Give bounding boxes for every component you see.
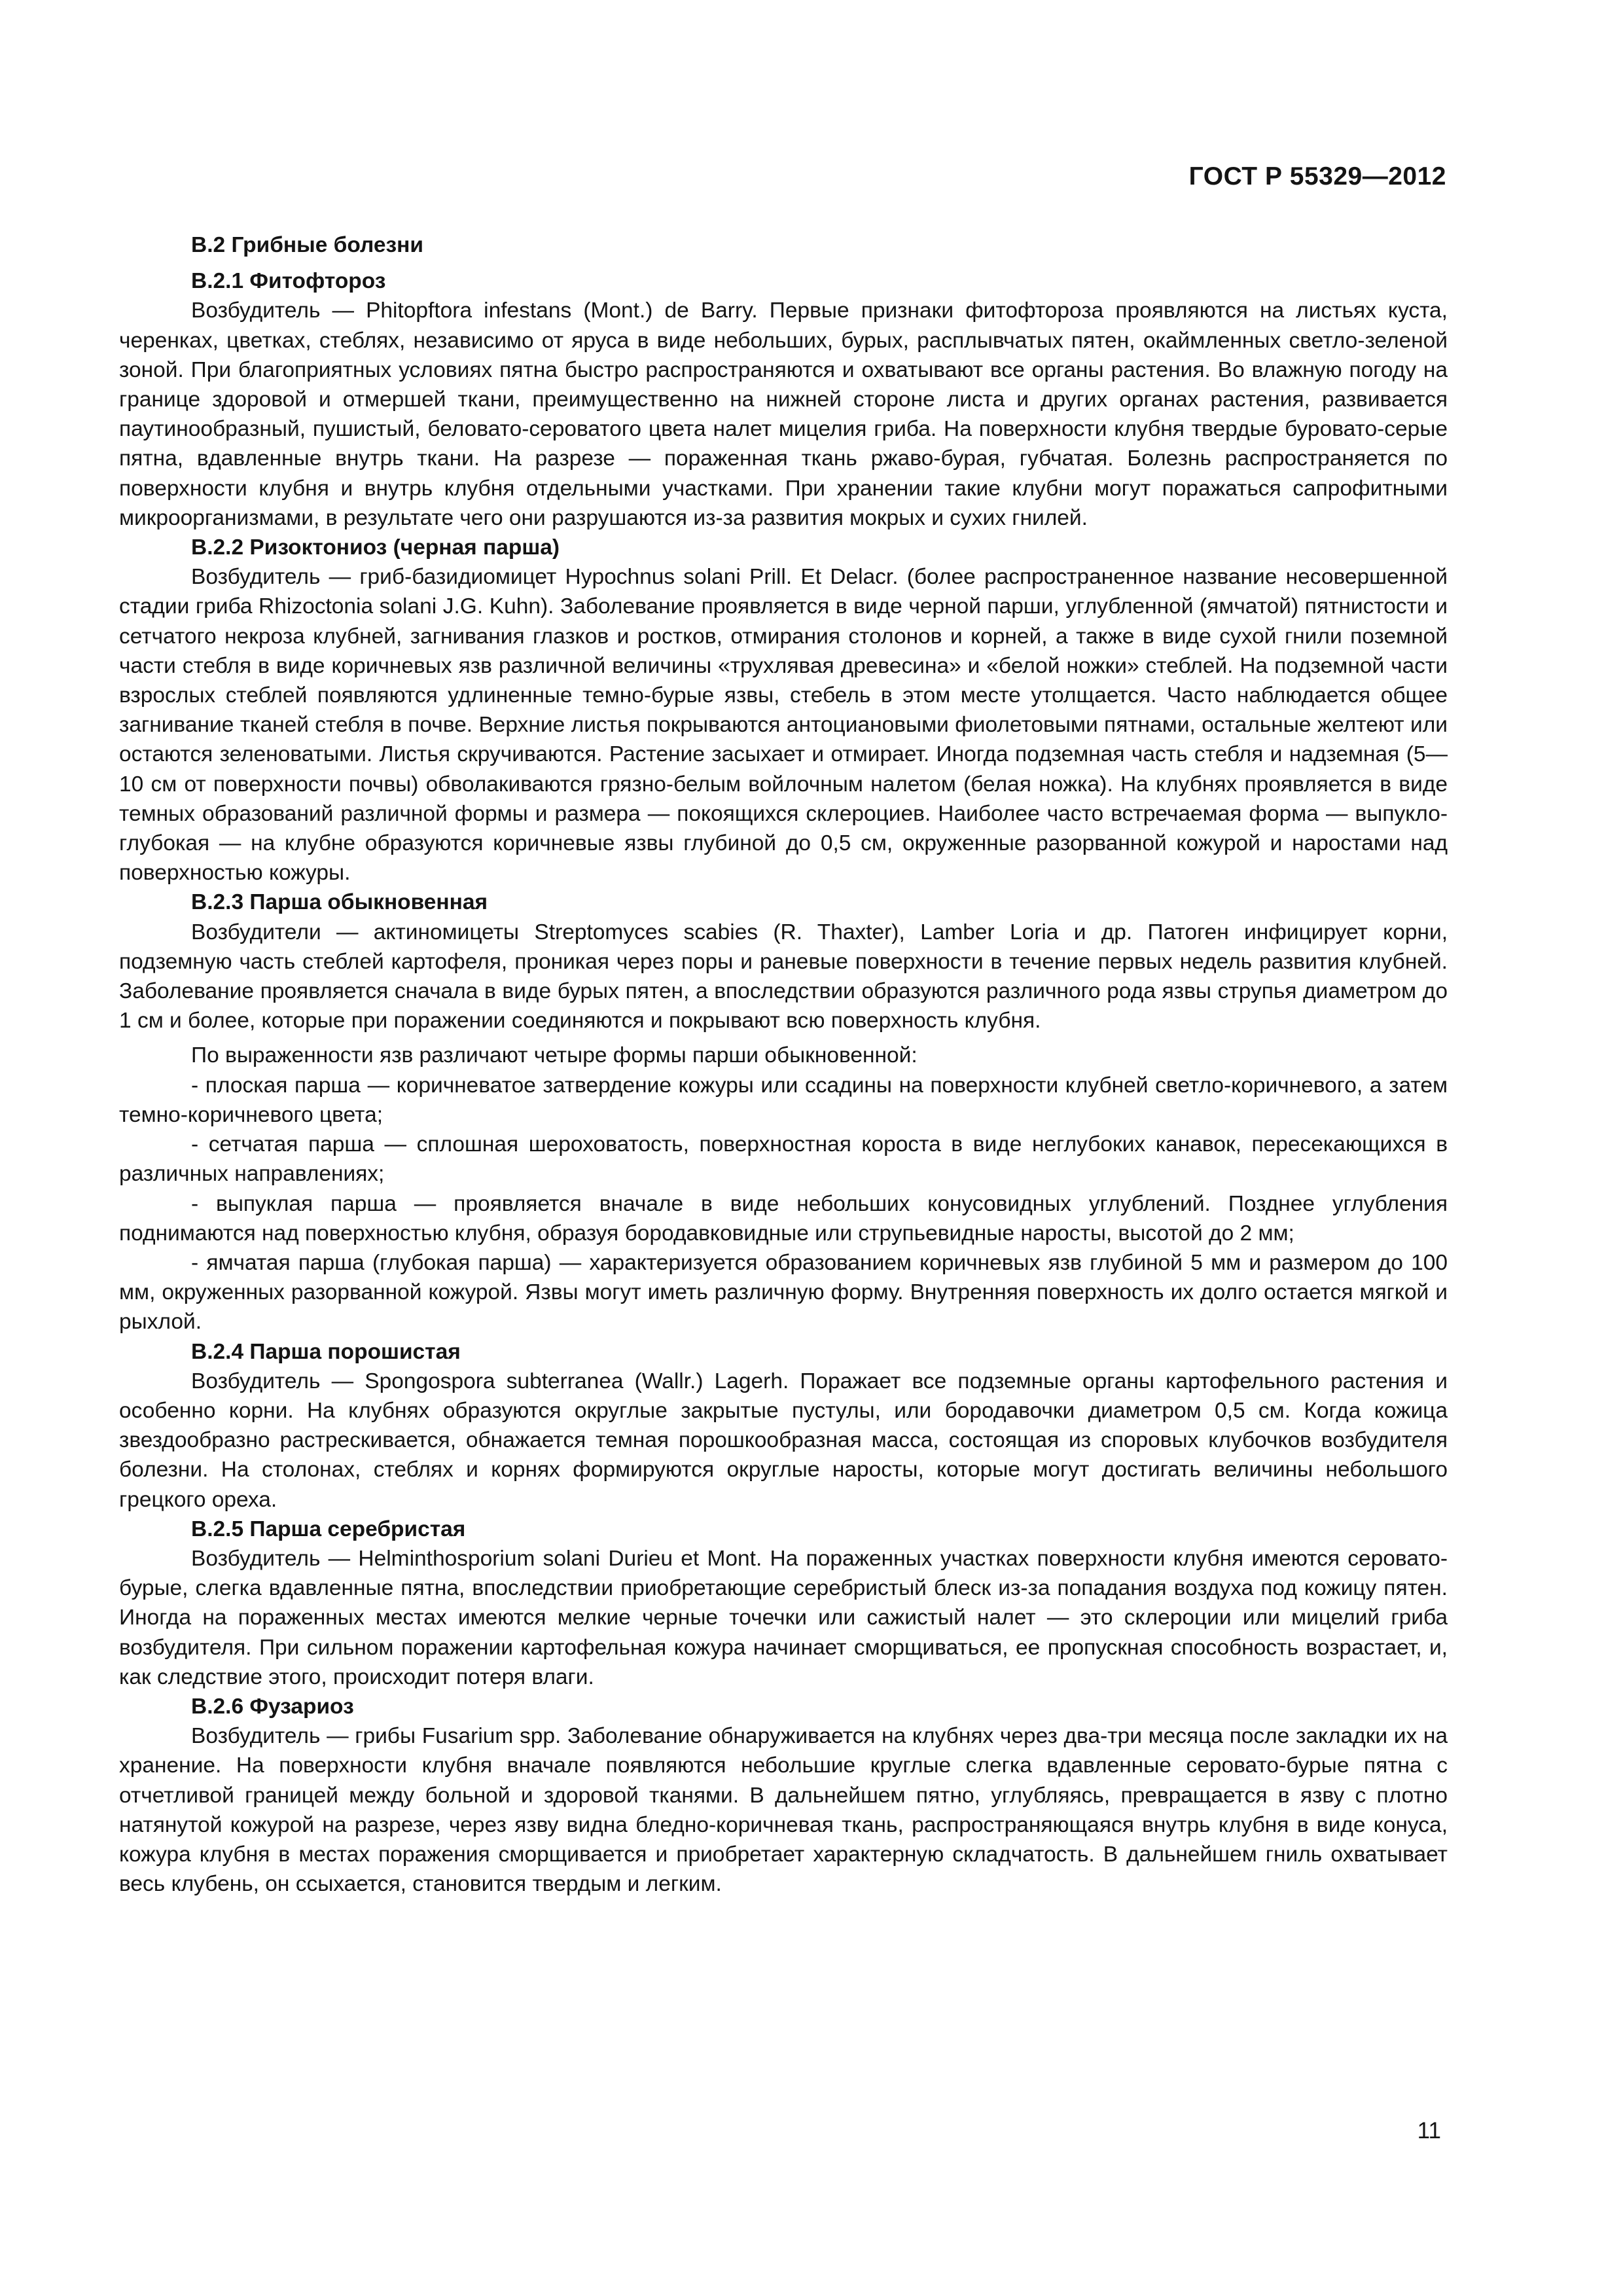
subsection-heading: В.2.3 Парша обыкновенная xyxy=(191,890,488,915)
paragraph: По выраженности язв различают четыре формы парши обыкновенной: xyxy=(191,1043,918,1068)
paragraph: Возбудитель — Spongospora subterranea (Wallr.) Lagerh. Поражает все подземные органы картофельного растения и особенно корни. На клубнях образуются округлые закрытые пустулы, или бородавочки диаметром 0,5 см. Когда кожица звездообразно растрескивается, обнажается темная порошкообразная масса, состоящая из споровых клубочков возбудителя болезни. На столонах, стеблях и корнях формируются округлые наросты, которые могут достигать величины небольшого грецкого ореха. xyxy=(119,1369,1448,1512)
paragraph: Возбудитель — грибы Fusarium spp. Заболевание обнаруживается на клубнях через два-три месяца после закладки их на хранение. На поверхности клубня вначале появляются небольшие круглые слегка вдавленные серовато-бурые пятна с отчетливой границей между больной и здоровой тканями. В дальнейшем пятно, углубляясь, превращается в язву с плотно натянутой кожурой на разрезе, через язву видна бледно-коричневая ткань, распространяющаяся внутрь клубня в виде конуса, кожура клубня в местах поражения сморщивается и приобретает характерную складчатость. В дальнейшем гниль охватывает весь клубень, он ссыхается, становится твердым и легким. xyxy=(119,1724,1448,1897)
list-item: - выпуклая парша — проявляется вначале в виде небольших конусовидных углублений. Позднее углубления поднимаются над поверхностью клубня, образуя бородавковидные или струпьевидные наросты, высотой до 2 мм; xyxy=(119,1191,1448,1246)
subsection-heading: В.2.1 Фитофтороз xyxy=(191,269,386,294)
paragraph: Возбудители — актиномицеты Streptomyces scabies (R. Thaxter), Lamber Loria и др. Патоген инфицирует корни, подземную часть стеблей картофеля, проникая через поры и раневые поверхности в течение первых недель развития клубней. Заболевание проявляется сначала в виде бурых пятен, а впоследствии образуются различного рода язвы струпья диаметром до 1 см и более, которые при поражении соединяются и покрывают всю поверхность клубня. xyxy=(119,920,1448,1033)
list-item: - плоская парша — коричневатое затвердение кожуры или ссадины на поверхности клубней светло-коричневого, а затем темно-коричневого цвета; xyxy=(119,1073,1448,1127)
document-body xyxy=(119,230,1448,1899)
list-item: - ямчатая парша (глубокая парша) — характеризуется образованием коричневых язв глубиной 5 мм и размером до 100 мм, окруженных разорванной кожурой. Язвы могут иметь различную форму. Внутренняя поверхность их долго остается мягкой и рыхлой. xyxy=(119,1250,1448,1335)
section-heading: В.2 Грибные болезни xyxy=(191,233,423,257)
subsection-heading: В.2.5 Парша серебристая xyxy=(191,1516,466,1541)
subsection-heading: В.2.4 Парша порошистая xyxy=(191,1339,461,1364)
list-item: - сетчатая парша — сплошная шероховатость, поверхностная короста в виде неглубоких канавок, пересекающихся в различных направлениях; xyxy=(119,1132,1448,1187)
subsection-heading: В.2.2 Ризоктониоз (черная парша) xyxy=(191,535,560,560)
subsection-heading: В.2.6 Фузариоз xyxy=(191,1694,354,1719)
paragraph: Возбудитель — гриб-базидиомицет Hypochnus solani Prill. Et Delacr. (более распространенное название несовершенной стадии гриба Rhizoctonia solani J.G. Kuhn). Заболевание проявляется в виде черной парши, углубленной (ямчатой) пятнистости и сетчатого некроза клубней, загнивания глазков и ростков, отмирания столонов и корней, а также в виде сухой гнили поземной части стебля в виде коричневых язв различной величины «трухлявая древесина» и «белой ножки» стеблей. На подземной части взрослых стеблей появляются удлиненные темно-бурые язвы, стебель в этом месте утолщается. Часто наблюдается общее загнивание тканей стебля в почве. Верхние листья покрываются антоциановыми фиолетовыми пятнами, остальные желтеют или остаются зеленоватыми. Листья скручиваются. Растение засыхает и отмирает. Иногда подземная часть стебля и надземная (5—10 см от поверхности почвы) обволакиваются грязно-белым войлочным налетом (белая ножка). На клубнях проявляется в виде темных образований различной формы и размера — покоящихся склероциев. Наиболее часто встречаемая форма — выпукло-глубокая — на клубне образуются коричневые язвы глубиной до 0,5 см, окруженные разорванной кожурой и наростами над поверхностью кожуры. xyxy=(119,565,1448,886)
paragraph: Возбудитель — Helminthosporium solani Durieu et Mont. На пораженных участках поверхности клубня имеются серовато-бурые, слегка вдавленные пятна, впоследствии приобретающие серебристый блеск из-за попадания воздуха под кожицу пятен. Иногда на пораженных местах имеются мелкие черные точечки или сажистый налет — это склероции или мицелий гриба возбудителя. При сильном поражении картофельная кожура начинает сморщиваться, ее пропускная способность возрастает, и, как следствие этого, происходит потеря влаги. xyxy=(119,1546,1448,1689)
document-standard-id: ГОСТ Р 55329—2012 xyxy=(1188,162,1446,190)
page-number: 11 xyxy=(1417,2118,1441,2144)
paragraph: Возбудитель — Phitopftora infestans (Mont.) de Barry. Первые признаки фитофтороза проявляются на листьях куста, черенках, цветках, стеблях, независимо от яруса в виде небольших, бурых, расплывчатых пятен, окаймленных светло-зеленой зоной. При благоприятных условиях пятна быстро распространяются и охватывают все органы растения. Во влажную погоду на границе здоровой и отмершей ткани, преимущественно на нижней стороне листа и других органах растения, развивается паутинообразный, пушистый, беловато-сероватого цвета налет мицелия гриба. На поверхности клубня твердые буровато-серые пятна, вдавленные внутрь ткани. На разрезе — пораженная ткань ржаво-бурая, губчатая. Болезнь распространяется по поверхности клубня и внутрь клубня отдельными участками. При хранении такие клубни могут поражаться сапрофитными микроорганизмами, в результате чего они разрушаются из-за развития мокрых и сухих гнилей. xyxy=(119,298,1448,530)
